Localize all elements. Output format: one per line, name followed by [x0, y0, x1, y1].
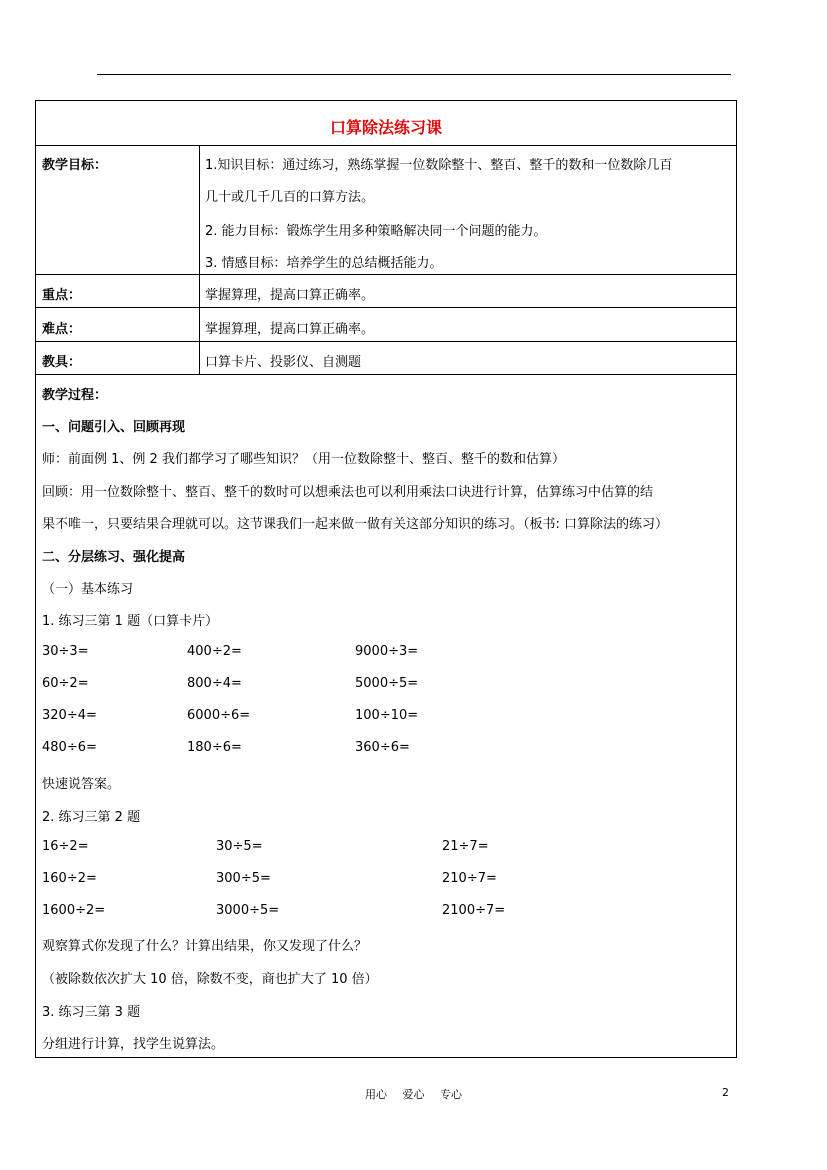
- subsection-heading: （一）基本练习: [42, 582, 134, 597]
- page-title: 口算除法练习课: [329, 118, 442, 137]
- equation: 21÷7=: [442, 839, 489, 854]
- equation: 160÷2=: [42, 871, 97, 886]
- equation: 30÷5=: [216, 839, 263, 854]
- section-heading: 一、问题引入、回顾再现: [42, 420, 186, 435]
- section-heading: 二、分层练习、强化提高: [42, 550, 186, 565]
- equation: 9000÷3=: [355, 644, 419, 659]
- equation: 300÷5=: [216, 871, 271, 886]
- goals-label: 教学目标：: [42, 158, 108, 173]
- exercise-note: 快速说答案。: [42, 777, 121, 792]
- footer-word: 爱心: [402, 1088, 425, 1101]
- tools-text: 口算卡片、投影仪、自测题: [205, 355, 362, 370]
- equation: 60÷2=: [42, 676, 89, 691]
- difficulty-label: 难点：: [42, 322, 82, 337]
- review-line: 果不唯一，只要结果合理就可以。这节课我们一起来做一做有关这部分知识的练习。（板书: 口算除法的练习）: [42, 517, 669, 532]
- footer-motto: [0, 1086, 827, 1102]
- equation: 800÷4=: [187, 676, 242, 691]
- row-divider: [36, 274, 736, 275]
- answer-line: （被除数依次扩大 10 倍，除数不变，商也扩大了 10 倍）: [42, 972, 378, 987]
- equation: 16÷2=: [42, 839, 89, 854]
- goal-line: 1.知识目标：通过练习，熟练掌握一位数除整十、整百、整千的数和一位数除几百: [205, 158, 673, 173]
- equation: 210÷7=: [442, 871, 497, 886]
- equation: 1600÷2=: [42, 903, 106, 918]
- equation: 6000÷6=: [187, 708, 251, 723]
- equation: 400÷2=: [187, 644, 242, 659]
- review-line: 回顾：用一位数除整十、整百、整千的数时可以想乘法也可以利用乘法口诀进行计算，估算练习中估算的结: [42, 485, 654, 500]
- exercise-title: 3. 练习三第 3 题: [42, 1005, 141, 1020]
- equation: 2100÷7=: [442, 903, 506, 918]
- goal-line: 3. 情感目标：培养学生的总结概括能力。: [205, 256, 443, 271]
- row-divider: [36, 307, 736, 308]
- exercise-note: 分组进行计算，找学生说算法。: [42, 1037, 225, 1052]
- equation: 360÷6=: [355, 740, 410, 755]
- goal-line: 几十或几千几百的口算方法。: [205, 190, 375, 205]
- equation: 480÷6=: [42, 740, 97, 755]
- equation: 180÷6=: [187, 740, 242, 755]
- header-rule: [97, 74, 731, 75]
- equation: 5000÷5=: [355, 676, 419, 691]
- page-number: 2: [722, 1086, 729, 1099]
- tools-label: 教具：: [42, 355, 82, 370]
- equation: 320÷4=: [42, 708, 97, 723]
- exercise-title: 1. 练习三第 1 题（口算卡片）: [42, 614, 219, 629]
- key-text: 掌握算理，提高口算正确率。: [205, 288, 375, 303]
- exercise-title: 2. 练习三第 2 题: [42, 810, 141, 825]
- column-divider: [199, 145, 200, 374]
- footer-word: 用心: [365, 1088, 387, 1101]
- row-divider: [36, 145, 736, 146]
- difficulty-text: 掌握算理，提高口算正确率。: [205, 322, 375, 337]
- question-line: 观察算式你发现了什么？计算出结果，你又发现了什么？: [42, 939, 368, 954]
- key-label: 重点：: [42, 288, 82, 303]
- equation: 100÷10=: [355, 708, 419, 723]
- equation: 30÷3=: [42, 644, 89, 659]
- goal-line: 2. 能力目标：锻炼学生用多种策略解决同一个问题的能力。: [205, 224, 547, 239]
- lesson-table: [35, 100, 737, 1058]
- row-divider: [36, 374, 736, 375]
- teacher-line: 师：前面例 1、例 2 我们都学习了哪些知识？（用一位数除整十、整百、整千的数和估算）: [42, 452, 565, 467]
- process-heading: 教学过程：: [42, 388, 108, 403]
- row-divider: [36, 341, 736, 342]
- equation: 3000÷5=: [216, 903, 280, 918]
- footer-word: 专心: [440, 1088, 462, 1101]
